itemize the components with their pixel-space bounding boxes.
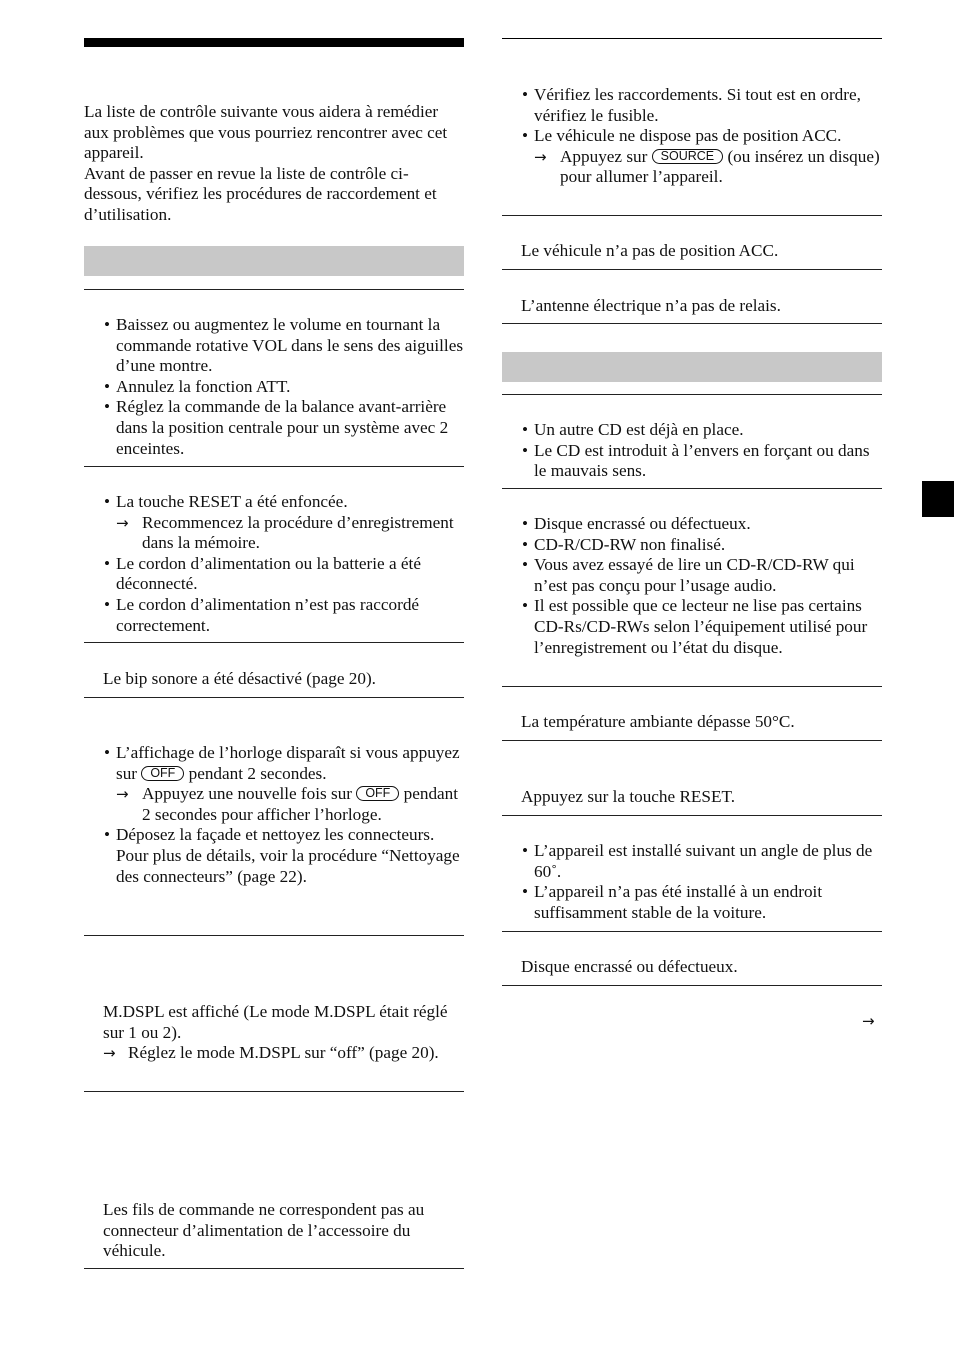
subitem-text: pendant 2 secondes pour afficher l’horloge. [142, 784, 459, 824]
list-item: • Disque encrassé ou défectueux. [502, 514, 882, 535]
list-subitem [84, 513, 464, 554]
block-memory [84, 492, 464, 636]
divider [502, 686, 882, 687]
divider [502, 394, 882, 395]
divider [502, 740, 882, 741]
subitem-text: Appuyez sur [560, 146, 648, 166]
divider [84, 1091, 464, 1092]
divider [502, 488, 882, 489]
divider [84, 642, 464, 643]
off-key-icon: OFF [141, 766, 184, 781]
divider [502, 323, 882, 324]
list-subitem [84, 784, 464, 825]
block-text: La température ambiante dépasse 50°C. [521, 712, 795, 731]
off-key-icon: OFF [356, 786, 399, 801]
block-text: Disque encrassé ou défectueux. [521, 957, 738, 976]
section-band-cd [502, 352, 882, 382]
divider [502, 215, 882, 216]
arrow-icon: → [116, 513, 129, 532]
list-item: • Réglez la commande de la balance avant-arrière dans la position centrale pour un système avec 2 enceintes. [84, 397, 464, 459]
block-text: L’antenne électrique n’a pas de relais. [521, 296, 781, 315]
divider [502, 38, 882, 39]
list-item: • L’appareil n’a pas été installé à un endroit suffisamment stable de la voiture. [502, 882, 882, 923]
list-item: • CD-R/CD-RW non finalisé. [502, 535, 882, 556]
block-cd-play [502, 514, 882, 658]
block-text: Le véhicule n’a pas de position ACC. [521, 241, 779, 260]
list-item: • Le CD est introduit à l’envers en forçant ou dans le mauvais sens. [502, 441, 882, 482]
block-text: Appuyez sur la touche RESET. [521, 787, 735, 806]
list-item: • Déposez la façade et nettoyez les connecteurs. Pour plus de détails, voir la procédure “Nettoyage des connecteurs” (page 22). [84, 825, 464, 887]
block-disc [502, 957, 882, 978]
list-item: • Vous avez essayé de lire un CD-R/CD-RW qui n’est pas conçu pour l’usage audio. [502, 555, 882, 596]
block-text: Les fils de commande ne correspondent pas au connecteur d’alimentation de l’accessoire du véhicule. [103, 1200, 425, 1261]
arrow-icon: → [534, 147, 547, 166]
block-reset [502, 787, 882, 808]
section-band-general [84, 246, 464, 276]
block-text: M.DSPL est affiché (Le mode M.DSPL était réglé sur 1 ou 2). [103, 1002, 448, 1042]
subitem-text: Recommencez la procédure d’enregistrement dans la mémoire. [142, 512, 454, 553]
intro-line-1: La liste de contrôle suivante vous aidera à remédier aux problèmes que vous pourriez rencontrer avec cet appareil. [84, 102, 448, 163]
continued-arrow-icon: → [862, 1012, 875, 1030]
list-item: • Un autre CD est déjà en place. [502, 420, 882, 441]
list-item: • Annulez la fonction ATT. [84, 377, 464, 398]
block-text: Le bip sonore a été désactivé (page 20). [103, 669, 376, 688]
list-item: • Le cordon d’alimentation n’est pas raccordé correctement. [84, 595, 464, 636]
divider [502, 985, 882, 986]
list-item: • Vérifiez les raccordements. Si tout est en ordre, vérifiez le fusible. [502, 85, 882, 126]
intro-text [84, 102, 464, 226]
block-cd-insert [502, 420, 882, 482]
divider [502, 269, 882, 270]
divider [84, 289, 464, 290]
list-item: • Il est possible que ce lecteur ne lise pas certains CD-Rs/CD-RWs selon l’équipement utilisé pour l’enregistrement ou l’état du disque. [502, 596, 882, 658]
title-bar [84, 38, 464, 47]
block-display [84, 1002, 464, 1064]
arrow-icon: → [103, 1044, 116, 1063]
divider [84, 1268, 464, 1269]
subitem-text: Appuyez une nouvelle fois sur [142, 784, 353, 804]
subtext: Réglez le mode M.DSPL sur “off” (page 20). [128, 1043, 439, 1063]
item-text: L’affichage de l’horloge disparaît si vous appuyez sur [116, 743, 460, 783]
list-item: • L’appareil est installé suivant un angle de plus de 60˚. [502, 841, 882, 882]
source-key-icon: SOURCE [652, 149, 723, 164]
intro-line-2: Avant de passer en revue la liste de contrôle ci-dessous, vérifiez les procédures de raccordement et d’utilisation. [84, 163, 437, 224]
divider [502, 815, 882, 816]
list-item: • Le cordon d’alimentation ou la batterie a été déconnecté. [84, 554, 464, 595]
list-item: • La touche RESET a été enfoncée. [84, 492, 464, 513]
block-beep [84, 669, 464, 690]
divider [84, 697, 464, 698]
block-temperature [502, 712, 882, 733]
list-item: • Baissez ou augmentez le volume en tournant la commande rotative VOL dans le sens des aiguilles d’une montre. [84, 315, 464, 377]
divider [502, 931, 882, 932]
block-acc [502, 241, 882, 262]
item-text: pendant 2 secondes. [188, 763, 327, 783]
block-clock [84, 743, 464, 887]
block-sound [84, 315, 464, 459]
block-power [502, 85, 882, 188]
block-install [502, 841, 882, 923]
list-item: • Le véhicule ne dispose pas de position ACC. [502, 126, 882, 147]
divider [84, 935, 464, 936]
block-antenna [502, 296, 882, 317]
arrow-icon: → [116, 785, 129, 804]
chapter-tab [922, 481, 954, 517]
list-subitem [502, 147, 882, 188]
list-item [84, 743, 464, 784]
block-subtext [84, 1043, 464, 1064]
divider [84, 466, 464, 467]
block-wiring [84, 1200, 464, 1262]
subitem-text: (ou insérez un disque) pour allumer l’appareil. [560, 146, 880, 187]
